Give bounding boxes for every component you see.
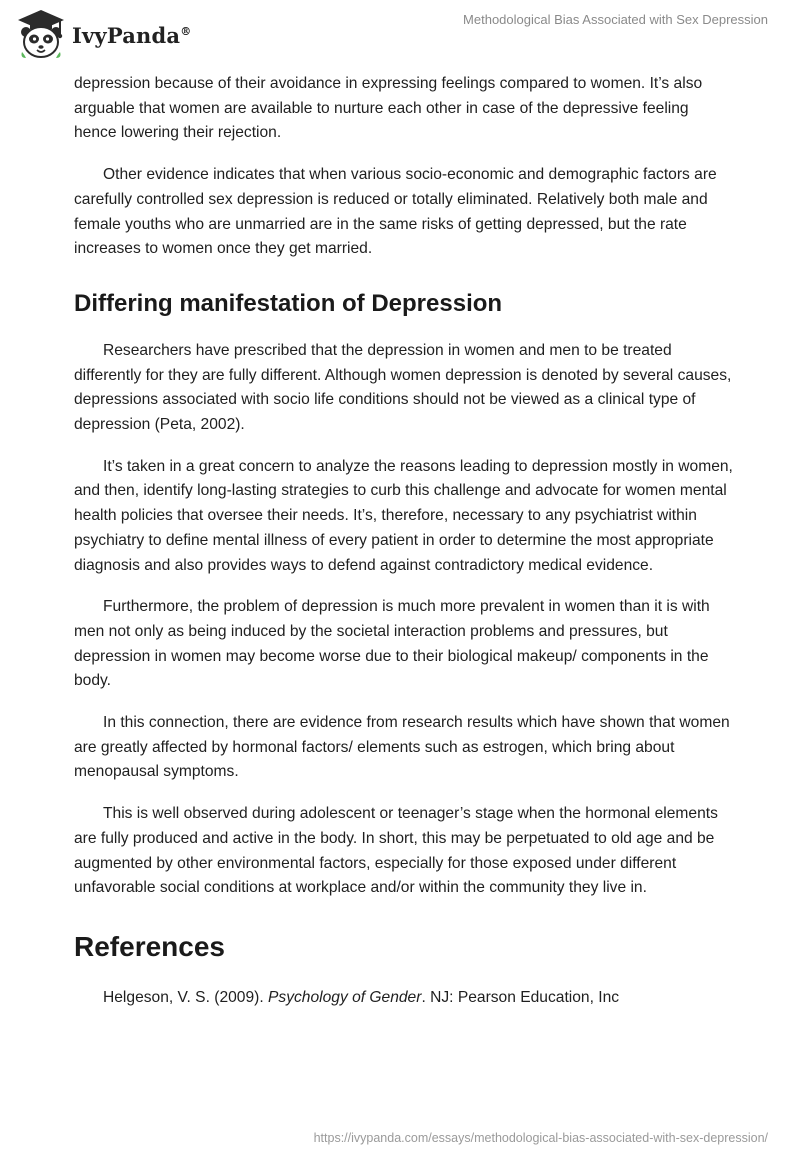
references-heading: References <box>74 930 225 962</box>
reference-item: Helgeson, V. S. (2009). Psychology of Gender. NJ: Pearson Education, Inc <box>103 988 620 1006</box>
paragraph: Other evidence indicates that when various socio-economic and demographic factors are carefully controlled sex depression is reduced or totally eliminated. Relatively both male and female youths who are unmarried are in the same risks of getting depressed, but the rate increases to women once they get married. <box>74 166 717 258</box>
essay-body <box>74 72 734 1028</box>
logo[interactable] <box>16 8 191 62</box>
paragraph: Furthermore, the problem of depression is much more prevalent in women than it is with men not only as being induced by the societal interaction problems and pressures, but depression in women may become worse due to their biological makeup/ components in the body. <box>74 598 710 690</box>
paragraph: It’s taken in a great concern to analyze the reasons leading to depression mostly in women, and then, identify long-lasting strategies to curb this challenge and advocate for women mental health policies that oversee their needs. It’s, therefore, necessary to any psychiatrist within psychiatry to define mental illness of every patient in order to determine the most appropriate diagnosis and also provides ways to defend against contradictory medical evidence. <box>74 457 733 574</box>
paragraph: depression because of their avoidance in expressing feelings compared to women. It’s also arguable that women are available to nurture each other in case of the depressive feeling hence lowering their rejection. <box>74 75 703 142</box>
brand-name: IvyPanda® <box>72 22 192 48</box>
paragraph: In this connection, there are evidence from research results which have shown that women are greatly affected by hormonal factors/ elements such as estrogen, which bring about menopausal symptoms. <box>74 714 730 781</box>
panda-mascot-icon <box>16 8 66 62</box>
document-title: Methodological Bias Associated with Sex Depression <box>463 12 768 27</box>
page-header <box>0 0 800 72</box>
reference-title: Psychology of Gender <box>268 988 422 1006</box>
section-heading: Differing manifestation of Depression <box>74 289 503 317</box>
paragraph: Researchers have prescribed that the depression in women and men to be treated differently for they are fully different. Although women depression is denoted by several causes, depressions associated with socio life conditions should not be viewed as a clinical type of depression (Peta, 2002). <box>74 341 732 434</box>
source-url[interactable]: https://ivypanda.com/essays/methodological-bias-associated-with-sex-depression/ <box>313 1131 768 1145</box>
paragraph: This is well observed during adolescent or teenager’s stage when the hormonal elements are fully produced and active in the body. In short, this may be perpetuated to old age and be augmented by other environmental factors, especially for those exposed under different unfavorable social conditions at workplace and/or within the community they live in. <box>74 805 718 897</box>
